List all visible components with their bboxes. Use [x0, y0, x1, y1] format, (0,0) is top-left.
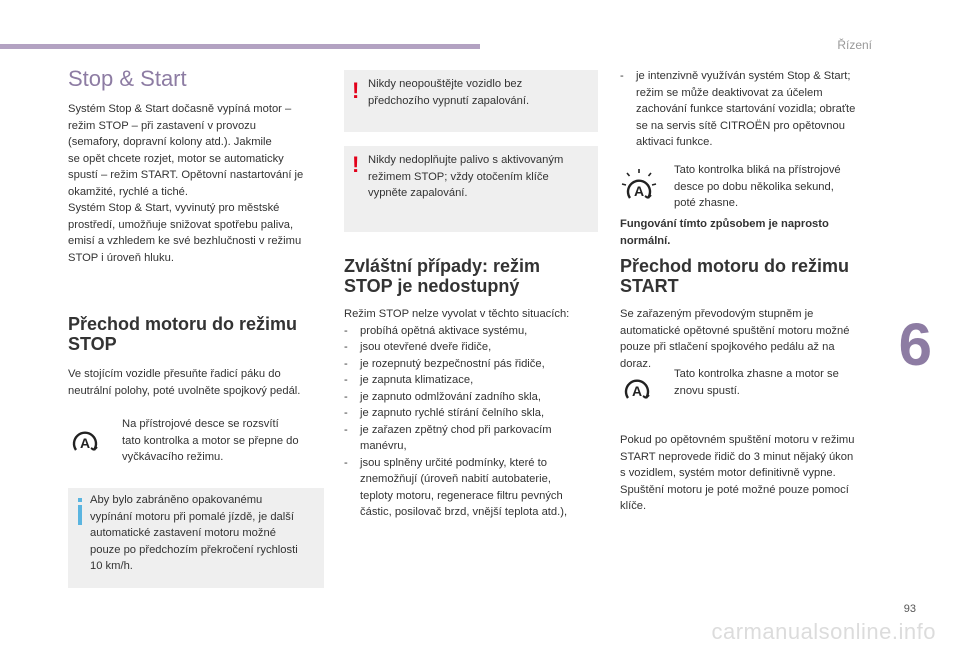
- column-1: [68, 66, 324, 399]
- text-line: desce po dobu několika sekund,: [674, 180, 834, 193]
- text-line: Pokud po opětovném spuštění motoru v režimu: [620, 434, 855, 446]
- text-line: vypínání motoru při pomalé jízdě, je další: [90, 510, 294, 523]
- svg-text:A: A: [79, 435, 91, 451]
- text-line: pouze po předchozím překročení rychlosti: [90, 543, 298, 556]
- text-line: automatické opětovné spuštění motoru možné: [620, 324, 850, 337]
- warning-box-2: [344, 146, 598, 232]
- heading-line: Přechod motoru do režimu: [68, 314, 298, 334]
- info-text: [90, 492, 316, 575]
- text-line: jsou splněny určité podmínky, které to: [360, 456, 547, 469]
- auto-stop-lamp-icon: [70, 428, 100, 458]
- auto-stop-blinking-lamp-icon: [620, 168, 658, 206]
- heading-line: START: [620, 276, 679, 296]
- text-line: je zapnuto rychlé stírání čelního skla,: [360, 407, 545, 419]
- special-list: [344, 323, 602, 521]
- watermark: carmanualsonline.info: [711, 619, 936, 644]
- text-line: znovu spustí.: [674, 384, 740, 397]
- info-box: [68, 488, 324, 588]
- text-line: Tato kontrolka bliká na přístrojové: [674, 164, 841, 176]
- text-line: automatické zastavení motoru možné: [90, 527, 276, 539]
- intro-line: okamžité, rychlé a tiché.: [68, 185, 189, 198]
- text-line: aktivaci funkce.: [636, 136, 713, 148]
- text-line: teploty motoru, regenerace filtru pevných: [360, 489, 563, 502]
- list-item: - je intenzivně využíván systém Stop & Start; režim se může deaktivovat za účelem zachování funkce startování vozidla; obraťte se na servis sítě CITROËN pro opětovnou aktivaci funkce.: [620, 68, 882, 151]
- start-section: [620, 256, 882, 372]
- text-line: Ve stojícím vozidle přesuňte řadicí páku do: [68, 368, 281, 380]
- text-line: doraz.: [620, 357, 652, 370]
- special-intro: Režim STOP nelze vyvolat v těchto situacích:: [344, 308, 570, 320]
- list-item: - je zapnuto rychlé stírání čelního skla,: [344, 405, 602, 422]
- column-3: [620, 68, 882, 151]
- page-title: Stop & Start: [68, 66, 187, 91]
- warning-text: [368, 152, 590, 202]
- text-line: Nikdy nedoplňujte palivo s aktivovaným: [368, 154, 564, 166]
- text-line: částic, posilovač brzd, vnější teplota atd.),: [360, 506, 568, 518]
- info-icon: [76, 498, 84, 528]
- text-line: pouze při stlačení spojkového pedálu až na: [620, 341, 835, 353]
- text-line: je zařazen zpětný chod při parkovacím: [360, 423, 552, 436]
- text-line: Aby bylo zabráněno opakovanému: [90, 494, 263, 506]
- svg-text:A: A: [631, 383, 643, 399]
- text-line: manévru,: [360, 440, 407, 452]
- intro-line: se opět chcete rozjet, motor se automaticky: [68, 152, 284, 165]
- text-line: je rozepnutý bezpečnostní pás řidiče,: [360, 357, 545, 370]
- text-line: 10 km/h.: [90, 560, 133, 572]
- text-line: je intenzivně využíván systém Stop & Start;: [636, 70, 851, 82]
- top-accent-bar: [0, 44, 480, 49]
- intro-line: režim STOP – při zastavení v provozu: [68, 119, 256, 132]
- intro-line: (semafory, dopravní kolony atd.). Jakmile: [68, 136, 272, 148]
- stop-heading: [68, 314, 324, 354]
- text-line: klíče.: [620, 500, 647, 512]
- start-paragraph: [620, 306, 882, 372]
- text-line: vyčkávacího režimu.: [122, 451, 224, 463]
- text-line: s vozidlem, systém motor definitivně vypne.: [620, 467, 836, 479]
- text-line: předchozího vypnutí zapalování.: [368, 94, 530, 107]
- text-line: je zapnuto odmlžování zadního skla,: [360, 390, 541, 403]
- warning-text: [368, 76, 590, 109]
- list-item: - jsou otevřené dveře řidiče,: [344, 339, 602, 356]
- list-item: - je zařazen zpětný chod při parkovacím manévru,: [344, 422, 602, 455]
- intro-line: Systém Stop & Start dočasně vypíná motor –: [68, 103, 292, 115]
- intro-paragraph: [68, 101, 324, 266]
- text-line: normální.: [620, 234, 671, 247]
- text-line: je zapnuta klimatizace,: [360, 374, 474, 386]
- text-line: Fungování tímto způsobem je naprosto: [620, 218, 829, 230]
- warning-exclamation-icon: !: [352, 152, 360, 177]
- section-title: Řízení: [837, 38, 872, 52]
- text-line: poté zhasne.: [674, 197, 739, 209]
- off-lamp-text: [674, 366, 874, 399]
- stop-lamp-text: [122, 416, 322, 466]
- normal-operation-note: [620, 216, 882, 249]
- intro-line: spustí – režim START. Opětovní nastartování je: [68, 169, 304, 181]
- special-cases-heading: [344, 256, 602, 296]
- text-line: jsou otevřené dveře řidiče,: [360, 341, 492, 353]
- warning-exclamation-icon: !: [352, 78, 360, 103]
- page-number: 93: [903, 603, 916, 615]
- stop-paragraph: [68, 366, 324, 399]
- text-line: neutrální polohy, poté uvolněte spojkový pedál.: [68, 384, 301, 397]
- text-line: Na přístrojové desce se rozsvítí: [122, 418, 279, 430]
- intro-line: prostředí, umožňuje snižovat spotřebu paliva,: [68, 218, 294, 231]
- text-line: Se zařazeným převodovým stupněm je: [620, 308, 814, 320]
- svg-text:A: A: [633, 183, 645, 199]
- intro-line: STOP i úroveň hluku.: [68, 251, 174, 264]
- warning-box-1: [344, 70, 598, 132]
- list-item: - jsou splněny určité podmínky, které to znemožňují (úroveň nabití autobaterie, teploty motoru, regenerace filtru pevných částic, posilovač brzd, vnější teplota atd.),: [344, 455, 602, 521]
- intro-line: emisí a vzhledem ke své bezhlučnosti v režimu: [68, 235, 302, 247]
- final-paragraph: [620, 432, 882, 515]
- text-line: Nikdy neopouštějte vozidlo bez: [368, 78, 523, 90]
- heading-line: STOP je nedostupný: [344, 276, 520, 296]
- list-item: - probíhá opětná aktivace systému,: [344, 323, 602, 340]
- text-line: START neprovede řidič do 3 minut nějaký úkon: [620, 450, 854, 463]
- text-line: vypněte zapalování.: [368, 187, 468, 199]
- text-line: režim se může deaktivovat za účelem: [636, 86, 823, 99]
- text-line: znemožňují (úroveň nabití autobaterie,: [360, 473, 551, 485]
- blink-lamp-text: [674, 162, 874, 212]
- list-item: - je zapnuta klimatizace,: [344, 372, 602, 389]
- heading-line: STOP: [68, 334, 117, 354]
- chapter-number: 6: [898, 311, 932, 378]
- heading-line: Zvláštní případy: režim: [344, 256, 541, 276]
- intro-line: Systém Stop & Start, vyvinutý pro městské: [68, 202, 280, 214]
- auto-stop-lamp-icon: [622, 376, 652, 406]
- text-line: režimem STOP; vždy otočením klíče: [368, 170, 549, 183]
- text-line: Spuštění motoru je poté možné pouze pomocí: [620, 483, 849, 496]
- list-item: - je rozepnutý bezpečnostní pás řidiče,: [344, 356, 602, 373]
- text-line: zachování funkce startování vozidla; obraťte: [636, 103, 856, 115]
- text-line: se na servis sítě CITROËN pro opětovnou: [636, 119, 845, 132]
- text-line: probíhá opětná aktivace systému,: [360, 324, 528, 337]
- column-2: [344, 256, 602, 521]
- text-line: Tato kontrolka zhasne a motor se: [674, 368, 839, 380]
- list-item: - je zapnuto odmlžování zadního skla,: [344, 389, 602, 406]
- heading-line: Přechod motoru do režimu: [620, 256, 850, 276]
- start-heading: [620, 256, 882, 296]
- text-line: tato kontrolka a motor se přepne do: [122, 434, 299, 447]
